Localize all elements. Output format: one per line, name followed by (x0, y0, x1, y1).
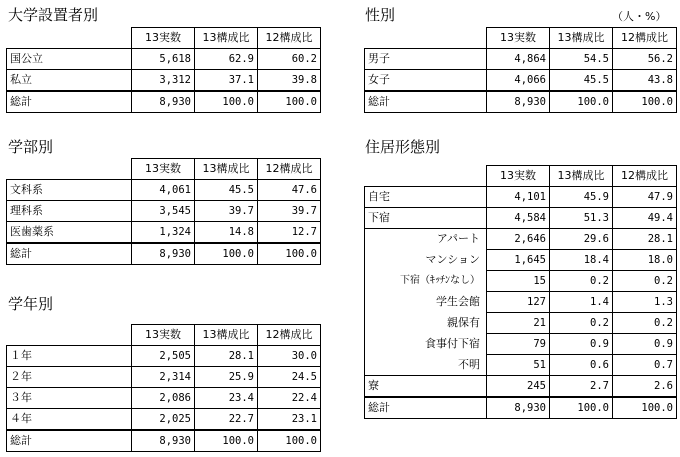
section-title-gender: 性別 (365, 6, 396, 24)
table-row: ４年 2,025 22.7 23.1 (7, 409, 321, 431)
col-header: 13構成比 (550, 166, 613, 187)
table-header-row (7, 28, 321, 49)
table-header-row (7, 159, 321, 180)
section-title-year: 学年別 (8, 295, 54, 313)
table-header-row (7, 325, 321, 346)
col-header: 12構成比 (258, 325, 321, 346)
col-header: 13実数 (132, 159, 195, 180)
table-row: ３年 2,086 23.4 22.4 (7, 388, 321, 409)
section-title-faculty: 学部別 (8, 138, 54, 156)
table-establishment (6, 27, 321, 113)
table-row: 医歯薬系 1,324 14.8 12.7 (7, 222, 321, 244)
table-row: 寮 245 2.7 2.6 (365, 376, 677, 398)
table-row: 男子 4,864 54.5 56.2 (365, 49, 677, 70)
total-row: 総計 8,930 100.0 100.0 (365, 397, 677, 419)
table-header-row (365, 166, 677, 187)
table-row: ２年 2,314 25.9 24.5 (7, 367, 321, 388)
table-gender (364, 27, 677, 113)
total-row: 総計 8,930 100.0 100.0 (7, 91, 321, 113)
col-header: 12構成比 (613, 166, 677, 187)
table-row: 文科系 4,061 45.5 47.6 (7, 180, 321, 201)
unit-label: （人・%） (612, 10, 667, 23)
col-header: 13構成比 (550, 28, 613, 49)
table-faculty (6, 158, 321, 265)
table-subrow: 学生会館 127 1.4 1.3 (365, 292, 677, 313)
col-header: 13実数 (132, 325, 195, 346)
total-row: 総計 8,930 100.0 100.0 (365, 91, 677, 113)
col-header: 13構成比 (195, 28, 258, 49)
col-header: 13構成比 (195, 325, 258, 346)
table-subrow: 食事付下宿 79 0.9 0.9 (365, 334, 677, 355)
col-header: 13実数 (132, 28, 195, 49)
table-row: 女子 4,066 45.5 43.8 (365, 70, 677, 92)
total-row: 総計 8,930 100.0 100.0 (7, 243, 321, 265)
table-row: 私立 3,312 37.1 39.8 (7, 70, 321, 92)
table-residence (364, 165, 677, 419)
table-subrow: 下宿（ｷｯﾁﾝなし） 15 0.2 0.2 (365, 271, 677, 292)
table-subrow: アパート 2,646 29.6 28.1 (365, 229, 677, 250)
table-subrow: 不明 51 0.6 0.7 (365, 355, 677, 376)
col-header: 12構成比 (258, 28, 321, 49)
total-row: 総計 8,930 100.0 100.0 (7, 430, 321, 452)
col-header: 12構成比 (258, 159, 321, 180)
section-title-residence: 住居形態別 (365, 138, 441, 156)
table-row: 国公立 5,618 62.9 60.2 (7, 49, 321, 70)
table-year (6, 324, 321, 452)
table-subrow: 親保有 21 0.2 0.2 (365, 313, 677, 334)
col-header: 13実数 (487, 28, 550, 49)
table-subrow: マンション 1,645 18.4 18.0 (365, 250, 677, 271)
table-row: 下宿 4,584 51.3 49.4 (365, 208, 677, 229)
section-title-establishment: 大学設置者別 (8, 6, 99, 24)
col-header: 13構成比 (195, 159, 258, 180)
col-header: 12構成比 (613, 28, 677, 49)
table-row: 理科系 3,545 39.7 39.7 (7, 201, 321, 222)
table-row: １年 2,505 28.1 30.0 (7, 346, 321, 367)
table-row: 自宅 4,101 45.9 47.9 (365, 187, 677, 208)
col-header: 13実数 (487, 166, 550, 187)
table-header-row (365, 28, 677, 49)
